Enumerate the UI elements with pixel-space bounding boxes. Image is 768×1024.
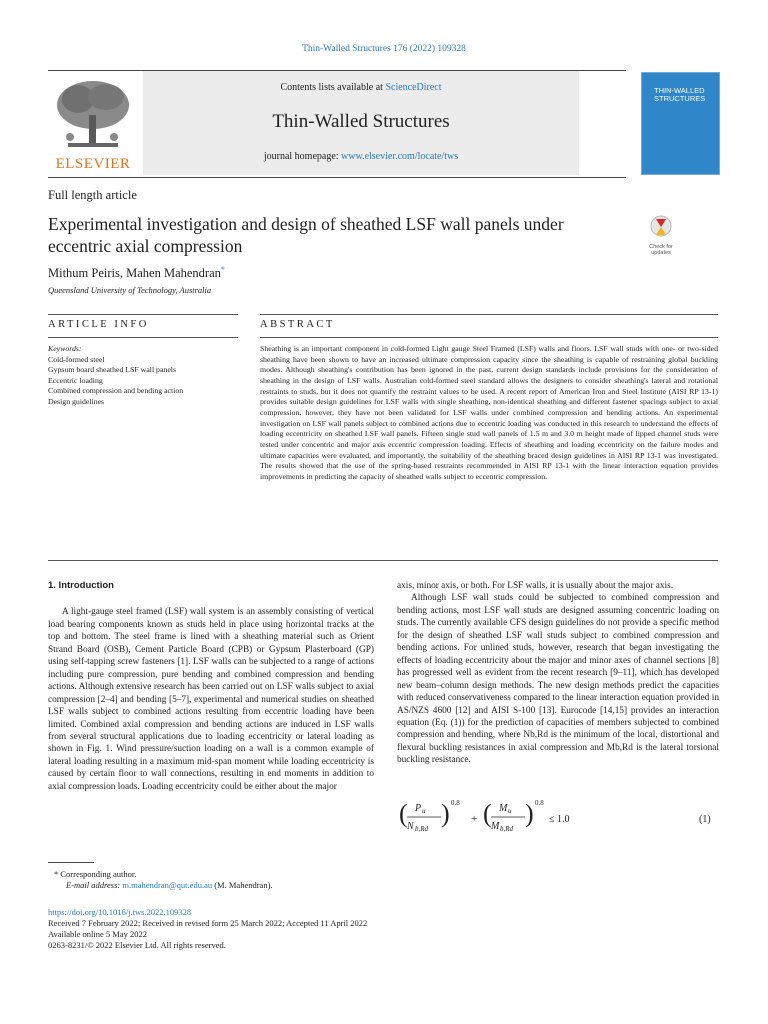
corresponding-author-note: * Corresponding author.: [54, 869, 137, 879]
article-type: Full length article: [48, 188, 137, 202]
cover-title: THIN-WALLED STRUCTURES: [654, 86, 706, 103]
body-column-right: [397, 580, 719, 767]
equation-1: [397, 795, 719, 837]
abstract-heading: ABSTRACT: [260, 319, 335, 330]
intro-paragraph-1: A light-gauge steel framed (LSF) wall system is an assembly consisting of vertical load bearing components known as studs held in place using horizontal tracks at the top and bottom. The steel frame is lined with a sheathing material such as Orient Strand Board (OSB), Cement Particle Board (CPB) or Gypsum Plasterboard (GP) using self-tapping screw fasteners [1]. LSF walls can be subjected to a range of actions including pure compression, pure bending and combined compression and bending actions. Although extensive research has been carried out on LSF walls subject to axial compression [2–4] and bending [5–7], experimental and numerical studies on sheathed LSF walls subject to combined actions resulting from eccentric loading have been limited. Combined axial compression and bending actions are induced in LSF walls from several structural applications due to loading eccentricity or lateral loading as shown in Fig. 1. Wind pressure/suction loading on a wall is a common example of lateral loading resulting in a maximum mid-span moment while loading eccentricity is caused by certain floor to wall connections, resulting in end moments in addition to axial compression loads. Loading eccentricity could be either about the major: [48, 607, 374, 792]
equation-graphic: [397, 795, 719, 837]
elsevier-wordmark: ELSEVIER: [55, 156, 131, 172]
abstract-rule-top: [260, 314, 718, 315]
abstract-text: Sheathing is an important component in cold-formed Light gauge Steel Framed (LSF) walls and floors. LSF wall studs with one- or two-sided sheathing have been shown to have an increased ultimate compression capacity since the sheathing is capable of restraining global buckling modes. Although sheathing's contribution has been ignored in the past, current design standards include provisions for the consideration of sheathing in the design of LSF walls. Australian cold-formed steel standard allows the designers to consider sheathing's lateral and rotational restraints to studs, but it does not quantify the restraint values to be used. A recent report of American Iron and Steel Institute (AISI RP 13-1) provides suitable design guidelines for LSF walls with single sheathing, non-identical sheathing and different fastener spacings subject to axial compression, however, they have not been validated for LSF walls under combined compression and bending actions. An experimental investigation on LSF wall panels subject to combined actions due to eccentric loading was conducted in this research to understand the effects of loading eccentricity on sheathed LSF wall panels. Fifteen single stud wall panels of 1.5 m and 3.0 m height made of lipped channel studs were tested under concentric and major axis eccentric compression loading. Effects of sheathing and loading eccentricity on the failure modes and ultimate capacities were evaluated, and importantly, the suitability of the sheathing braced design guidelines in AISI RP 13-1 was investigated. The results showed that the use of the spring-based restraints recommended in AISI RP 13-1 with the linear interaction equation provides improvements in predicting the capacity of sheathed walls subject to eccentric compression.: [260, 344, 718, 481]
eq-rhs: ≤ 1.0: [549, 814, 570, 825]
article-title: Experimental investigation and design of sheathed LSF wall panels under eccentric axial compression: [48, 214, 564, 256]
intro-paragraph-2: Although LSF wall studs could be subjected to combined compression and bending actions, most LSF wall studs are designed assuming concentric loading on studs. The currently available CFS design guidelines do not provide a specific method for the design of sheathed LSF wall studs subject to combined compression and bending actions. For unlined studs, however, research that began investigating the effects of loading eccentricity about the major and minor axes of channel sections [8] has progressed well as evident from the recent research [9–11], which has developed new beam–column design methods. The new design methods predict the capacities with reduced conservativeness compared to the linear interaction equation provided in AS/NZS 4600 [12] and AISI S-100 [13]. Eurocode [14,15] provides an interaction equation (Eq. (1)) for the prediction of capacities of members subjected to combined compression and bending, where Nb,Rd is the minimum of the local, distortional and flexural buckling resistances in axial compression and Mb,Rd is the lateral torsional buckling resistance.: [397, 593, 719, 766]
eq-n: N: [407, 821, 414, 832]
intro-paragraph-continued: axis, minor axis, or both. For LSF walls, it is usually about the major axis.: [397, 581, 674, 591]
journal-title: Thin-Walled Structures: [272, 111, 450, 132]
author-email-link[interactable]: m.mahendran@qut.edu.au: [122, 880, 213, 890]
keyword-item: Eccentric loading: [48, 375, 103, 385]
eq-mu-sub: u: [508, 807, 512, 815]
eq-pu: P: [415, 803, 422, 814]
affiliation: Queensland University of Technology, Australia: [48, 285, 212, 295]
footnote: [48, 869, 378, 891]
eq-exponent: 0.8: [535, 799, 544, 807]
article-info-rule: [48, 337, 238, 338]
eq-exponent: 0.8: [451, 799, 460, 807]
corresponding-author-mark[interactable]: *: [220, 265, 225, 274]
eq-mu: M: [499, 803, 508, 814]
footnote-rule: [48, 862, 94, 863]
available-online: Available online 5 May 2022: [48, 929, 147, 939]
author-list: [48, 265, 225, 281]
journal-cover-thumbnail[interactable]: [641, 72, 720, 175]
crossmark-label: Check for updates: [649, 244, 673, 256]
journal-header-center: [143, 71, 579, 175]
received-dates: Received 7 February 2022; Received in revised form 25 March 2022; Accepted 11 April 2022: [48, 918, 368, 928]
contents-prefix: Contents lists available at: [280, 82, 386, 93]
elsevier-logo: [48, 75, 138, 173]
elsevier-tree-icon: [48, 75, 138, 153]
doi-link[interactable]: https://doi.org/10.1016/j.tws.2022.109328: [48, 907, 192, 917]
eq-paren: (: [399, 799, 408, 828]
keyword-item: Design guidelines: [48, 396, 105, 406]
eq-paren: (: [483, 799, 492, 828]
sciencedirect-link[interactable]: ScienceDirect: [385, 82, 442, 93]
journal-header: [48, 70, 626, 178]
article-info-heading: ARTICLE INFO: [48, 319, 149, 330]
homepage-prefix: journal homepage:: [263, 151, 342, 162]
contents-line: [143, 82, 579, 93]
eq-paren: ): [525, 799, 534, 828]
section-heading-introduction: 1. Introduction: [48, 580, 114, 591]
copyright: 0263-8231/© 2022 Elsevier Ltd. All rights reserved.: [48, 940, 226, 950]
journal-citation-link[interactable]: Thin-Walled Structures 176 (2022) 109328: [302, 44, 466, 54]
eq-paren: ): [441, 799, 450, 828]
keyword-item: Gypsum board sheathed LSF wall panels: [48, 365, 176, 375]
authors: Mithum Peiris, Mahen Mahendran: [48, 266, 221, 281]
keywords-block: [48, 344, 238, 408]
keyword-item: Combined compression and bending action: [48, 386, 184, 396]
check-for-updates-badge[interactable]: [645, 215, 677, 256]
email-label: E-mail address:: [66, 880, 121, 890]
abstract-rule: [260, 337, 718, 338]
eq-n-sub: b,Rd: [415, 825, 429, 833]
publication-info: [48, 907, 548, 951]
article-info-rule-top: [48, 314, 238, 315]
keyword-item: Cold-formed steel: [48, 354, 105, 364]
front-matter-bottom-rule: [48, 560, 718, 561]
eq-number: (1): [699, 814, 711, 825]
journal-homepage-link[interactable]: www.elsevier.com/locate/tws: [341, 151, 459, 162]
keywords-label: Keywords:: [48, 344, 82, 353]
body-column-left: [48, 580, 374, 793]
homepage-line: [143, 151, 579, 162]
eq-plus: +: [471, 813, 478, 825]
email-suffix: (M. Mahendran).: [214, 880, 273, 890]
eq-mb-sub: b,Rd: [500, 825, 514, 833]
eq-mb: M: [491, 821, 500, 832]
crossmark-icon: [650, 215, 672, 239]
eq-pu-sub: u: [422, 807, 426, 815]
